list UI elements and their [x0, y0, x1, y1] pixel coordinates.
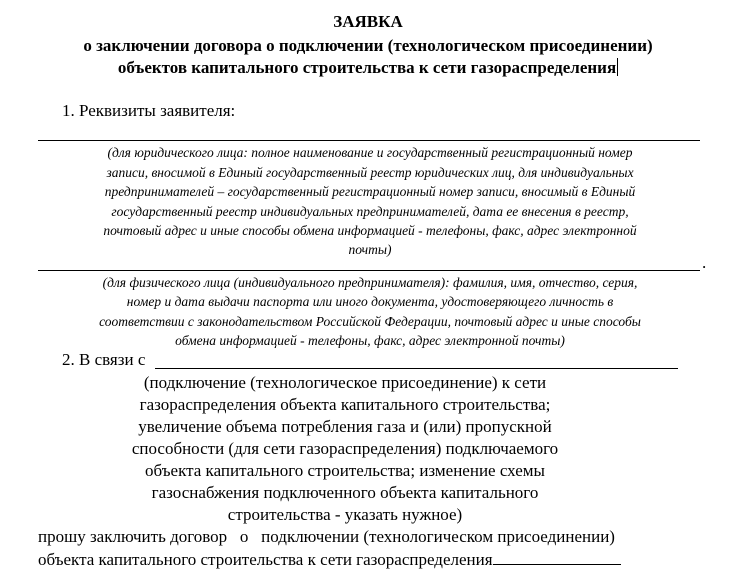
reason-option-line: (подключение (технологическое присоединение) к сети	[143, 373, 547, 392]
applicant-details-line-1[interactable]	[38, 140, 700, 141]
individual-note-line: обмена информацией - телефоны, факс, адрес электронной почты)	[175, 333, 565, 348]
document-title: ЗАЯВКА	[333, 12, 403, 31]
legal-entity-note-line: государственный реестр индивидуальных предпринимателей, дата ее внесения в реестр,	[111, 204, 629, 219]
object-line-text: объекта капитального строительства к сети газораспределения	[38, 550, 493, 569]
legal-entity-note-line: почты)	[348, 242, 392, 257]
reason-option-line: газораспределения объекта капитального строительства;	[139, 395, 551, 414]
object-line	[38, 549, 621, 570]
individual-note-line: (для физического лица (индивидуального предпринимателя): фамилия, имя, отчество, серия,	[102, 275, 638, 290]
request-line: прошу заключить договор о подключении (технологическом присоединении)	[38, 527, 615, 546]
legal-entity-note-line: записи, вносимой в Единый государственный реестр юридических лиц, для индивидуальных	[106, 165, 634, 180]
reason-line[interactable]	[155, 368, 678, 369]
reason-option-line: объекта капитального строительства; изменение схемы	[145, 461, 545, 480]
reason-option-line: газоснабжения подключенного объекта капитального	[151, 483, 539, 502]
line-end-period: .	[702, 253, 707, 272]
document-subtitle-line-2	[0, 58, 736, 78]
reason-option-line: строительства - указать нужное)	[227, 505, 463, 524]
section-2-label: 2. В связи с	[62, 350, 146, 369]
text-cursor	[617, 58, 618, 76]
individual-note-line: номер и дата выдачи паспорта или иного документа, удостоверяющего личность в	[126, 294, 614, 309]
reason-option-line: увеличение объема потребления газа и (или) пропускной	[138, 417, 552, 436]
applicant-details-line-2[interactable]	[38, 270, 700, 271]
individual-note-line: соответствии с законодательством Российской Федерации, почтовый адрес и иные способы	[99, 314, 641, 329]
object-line-blank[interactable]	[493, 549, 621, 565]
legal-entity-note-line: предпринимателей – государственный регистрационный номер записи, вносимый в Единый	[104, 184, 636, 199]
document-subtitle-line-1: о заключении договора о подключении (технологическом присоединении)	[83, 36, 653, 55]
reason-option-line: способности (для сети газораспределения) подключаемого	[131, 439, 559, 458]
subtitle-line-2-text: объектов капитального строительства к сети газораспределения	[117, 58, 617, 77]
section-1-label: 1. Реквизиты заявителя:	[62, 101, 236, 120]
legal-entity-note-line: (для юридического лица: полное наименование и государственный регистрационный номер	[107, 145, 633, 160]
legal-entity-note-line: почтовый адрес и иные способы обмена информацией - телефоны, факс, адрес электронной	[103, 223, 637, 238]
